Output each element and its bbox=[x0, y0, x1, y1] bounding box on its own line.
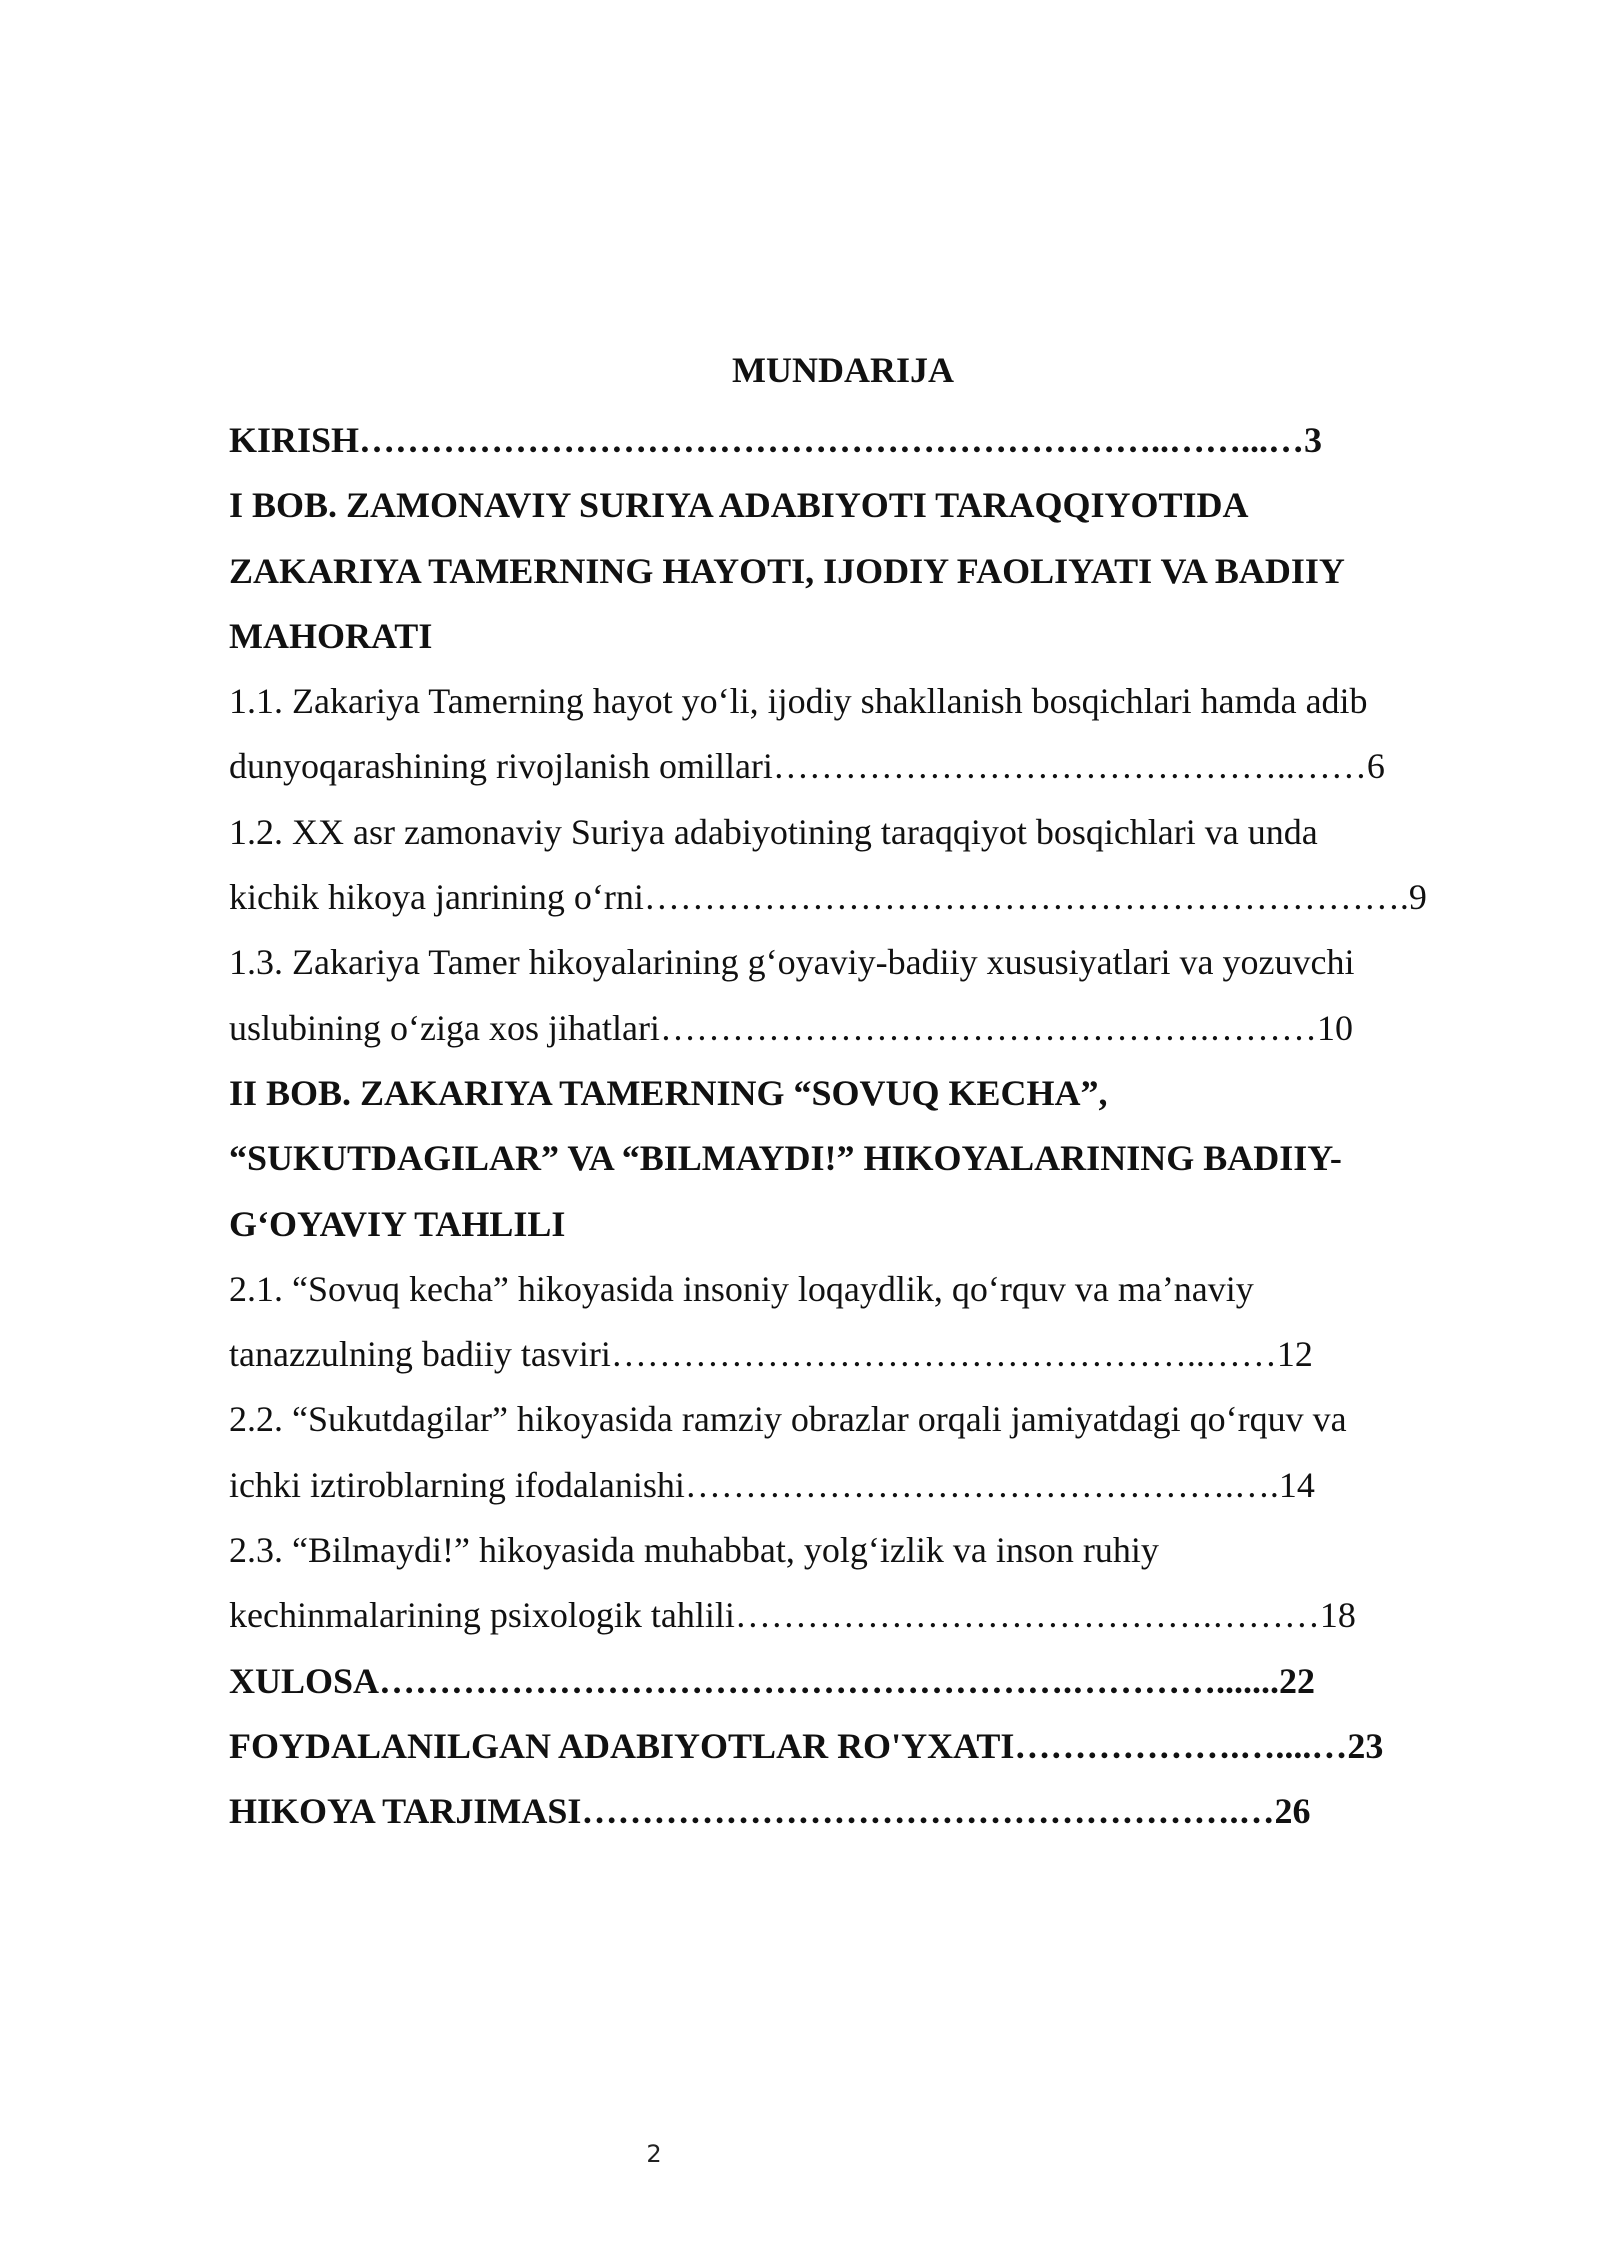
toc-section-1-3-line1: 1.3. Zakariya Tamer hikoyalarining g‘oyaviy-badiiy xususiyatlari va yozuvchi bbox=[229, 942, 1355, 983]
toc-page-number: 10 bbox=[1316, 1007, 1353, 1048]
toc-section-2-3-line1: 2.3. “Bilmaydi!” hikoyasida muhabbat, yolg‘izlik va inson ruhiy bbox=[229, 1530, 1159, 1571]
toc-page-number: 3 bbox=[1304, 420, 1323, 460]
toc-section-1-1-line1: 1.1. Zakariya Tamerning hayot yo‘li, ijodiy shakllanish bosqichlari hamda adib bbox=[229, 681, 1368, 722]
toc-chapter2-line1: II BOB. ZAKARIYA TAMERNING “SOVUQ KECHA”, bbox=[229, 1072, 1108, 1113]
toc-entry-label: HIKOYA TARJIMASI bbox=[229, 1791, 582, 1832]
toc-entry-label: dunyoqarashining rivojlanish omillari bbox=[229, 746, 773, 787]
toc-leader-dots: ……………………………………..…… bbox=[772, 746, 1367, 787]
page-number: 2 bbox=[646, 2140, 662, 2168]
toc-leader-dots: ………………………………………………………. bbox=[643, 877, 1409, 918]
toc-chapter1-line3: MAHORATI bbox=[229, 615, 433, 656]
toc-leader-dots: ……………….…....… bbox=[1014, 1725, 1348, 1766]
toc-section-2-1-line2 bbox=[229, 1322, 1449, 1387]
toc-entry-label: FOYDALANILGAN ADABIYOTLAR RO'YXATI bbox=[229, 1725, 1015, 1766]
toc-entry-label: XULOSA bbox=[229, 1660, 380, 1701]
toc-heading-text: MUNDARIJA bbox=[732, 350, 954, 390]
toc-section-1-2-line2 bbox=[229, 865, 1449, 930]
toc-page-number: 26 bbox=[1274, 1791, 1311, 1832]
toc-section-1-1-line2 bbox=[229, 734, 1449, 799]
toc-section-1-3-line2 bbox=[229, 996, 1449, 1061]
toc-section-2-2-line2 bbox=[229, 1453, 1449, 1518]
toc-chapter1-line2: ZAKARIYA TAMERNING HAYOTI, IJODIY FAOLIYATI VA BADIIY bbox=[229, 550, 1345, 591]
toc-entry-intro bbox=[229, 408, 1449, 473]
toc-leader-dots: ……………………………………………….… bbox=[581, 1791, 1275, 1832]
toc-section-2-3-line2 bbox=[229, 1583, 1449, 1648]
toc-entry-label: kechinmalarining psixologik tahlili bbox=[229, 1595, 735, 1636]
toc-leader-dots: ………………………………………………….…………....... bbox=[379, 1660, 1280, 1701]
toc-heading bbox=[0, 344, 1600, 396]
toc-entry-label: KIRISH bbox=[229, 420, 360, 460]
toc-section-1-2-line1: 1.2. XX asr zamonaviy Suriya adabiyotining taraqqiyot bosqichlari va unda bbox=[229, 811, 1318, 852]
toc-leader-dots: …………………………………………..…… bbox=[610, 1334, 1277, 1375]
toc-chapter2-line3: G‘OYAVIY TAHLILI bbox=[229, 1203, 566, 1244]
toc-section-2-2-line1: 2.2. “Sukutdagilar” hikoyasida ramziy obrazlar orqali jamiyatdagi qo‘rquv va bbox=[229, 1399, 1347, 1440]
toc-entry-label: uslubining o‘ziga xos jihatlari bbox=[229, 1007, 660, 1048]
toc-entry-label: kichik hikoya janrining o‘rni bbox=[229, 877, 644, 918]
toc-page-number: 9 bbox=[1408, 877, 1427, 918]
toc-leader-dots: ……………………………………….…. bbox=[684, 1464, 1279, 1505]
toc-page-number: 12 bbox=[1276, 1334, 1313, 1375]
toc-entry-conclusion bbox=[229, 1649, 1449, 1714]
toc-leader-dots: ……………………………………….……… bbox=[659, 1007, 1317, 1048]
toc-page-number: 23 bbox=[1347, 1725, 1384, 1766]
toc-page-number: 6 bbox=[1366, 746, 1385, 787]
toc-section-2-1-line1: 2.1. “Sovuq kecha” hikoyasida insoniy loqaydlik, qo‘rquv va ma’naviy bbox=[229, 1268, 1254, 1309]
toc-entry-label: ichki iztiroblarning ifodalanishi bbox=[229, 1464, 685, 1505]
toc-entry-references bbox=[229, 1714, 1449, 1779]
toc-entry-translation bbox=[229, 1779, 1449, 1844]
toc-chapter2-line2: “SUKUTDAGILAR” VA “BILMAYDI!” HIKOYALARINING BADIIY- bbox=[229, 1138, 1342, 1179]
toc-entry-label: tanazzulning badiiy tasviri bbox=[229, 1334, 611, 1375]
toc-page-number: 18 bbox=[1319, 1595, 1356, 1636]
toc-leader-dots: ………………………………….……… bbox=[734, 1595, 1320, 1636]
toc-page-number: 22 bbox=[1279, 1660, 1316, 1701]
toc-leader-dots: …………………………………………………………..……...… bbox=[359, 420, 1305, 460]
table-of-contents bbox=[229, 408, 1449, 1845]
toc-page-number: 14 bbox=[1278, 1464, 1315, 1505]
toc-chapter1-line1: I BOB. ZAMONAVIY SURIYA ADABIYOTI TARAQQIYOTIDA bbox=[229, 485, 1249, 526]
